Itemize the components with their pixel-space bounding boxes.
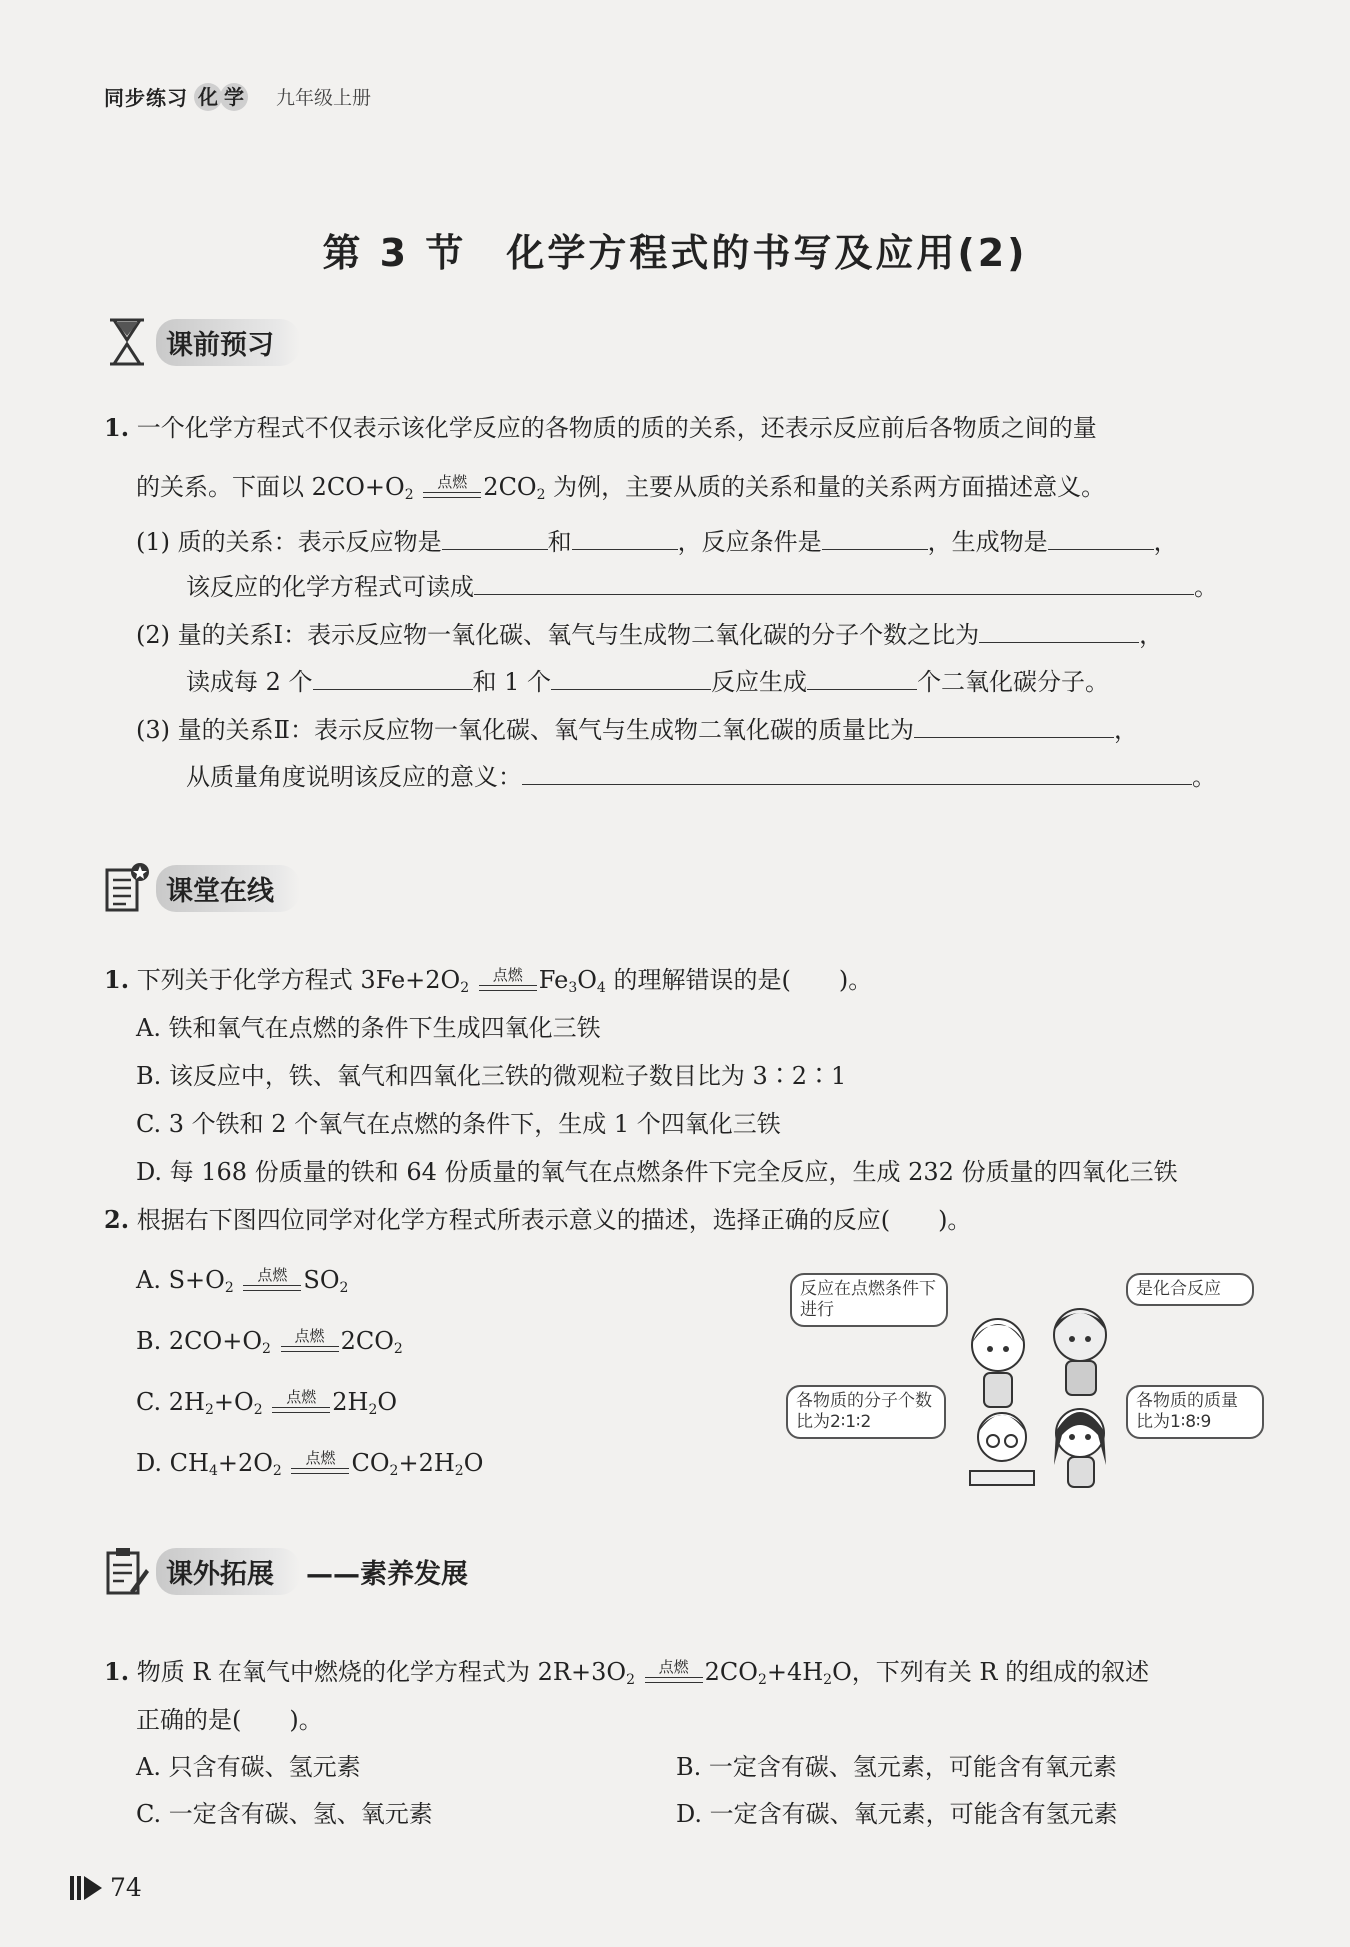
subquestion-number: (1)	[136, 528, 170, 556]
answer-blank[interactable]	[313, 667, 473, 690]
section-title: 化学方程式的书写及应用(2)	[506, 231, 1028, 275]
equation-arrow	[281, 1328, 339, 1352]
question-text-line: 的关系。下面以 $2CO+O_2$ 点燃 $2CO_2$ 为例，主要从质的关系和量的关系两方面描述意义。	[136, 473, 1106, 503]
subquestion-text: ，	[1153, 528, 1178, 556]
subquestion-text: ，	[1113, 716, 1138, 744]
subquestion-2-line2	[186, 667, 1109, 697]
page-title	[0, 222, 1350, 277]
question-number: 2.	[104, 1205, 130, 1234]
classroom-q1: 1. 下列关于化学方程式 $3Fe+2O_2$ 点燃 $Fe_3O_4$ 的理解错误的是( )。	[104, 965, 873, 996]
option[interactable]: C. 一定含有碳、氢、氧元素	[136, 1800, 433, 1828]
equation-arrow	[479, 967, 537, 991]
question-number: 1.	[104, 1657, 130, 1686]
subquestion-text: 和 1 个	[472, 668, 552, 696]
subquestion-text: ，生成物是	[927, 528, 1048, 556]
equation-product: O	[463, 1449, 484, 1477]
section-heading-classroom	[104, 862, 300, 914]
equation-arrow	[291, 1450, 349, 1474]
subquestion-text: 个二氧化碳分子。	[917, 668, 1110, 696]
option-text: A. S+O	[136, 1266, 225, 1294]
subquestion-text: 从质量角度说明该反应的意义：	[186, 763, 522, 791]
question-text: 一个化学方程式不仅表示该化学反应的各物质的质的关系，还表示反应前后各物质之间的量	[136, 414, 1097, 442]
answer-blank[interactable]	[442, 527, 548, 550]
condition-label: 点燃	[658, 1658, 689, 1676]
option[interactable]: B. 该反应中，铁、氧气和四氧化三铁的微观粒子数目比为 3∶2∶1	[136, 1062, 847, 1090]
subquestion-text: 读成每 2 个	[186, 668, 313, 696]
page-footer	[70, 1873, 142, 1902]
section-sublabel: ——素养发展	[306, 1558, 468, 1590]
play-arrow-icon	[70, 1876, 102, 1900]
subquestion-text: 反应生成	[711, 668, 808, 696]
subquestion-text: 量的关系Ⅰ：表示反应物一氧化碳、氧气与生成物二氧化碳的分子个数之比为	[177, 621, 980, 649]
answer-blank[interactable]	[807, 667, 917, 690]
section-heading-extension	[104, 1545, 468, 1597]
answer-blank[interactable]	[1048, 527, 1154, 550]
option-text: +2O	[217, 1449, 273, 1477]
subquestion-1-line2	[186, 572, 1218, 602]
equation-arrow	[272, 1389, 330, 1413]
condition-label: 点燃	[492, 966, 523, 984]
equation-product: +2H	[398, 1449, 455, 1477]
classroom-q2	[104, 1205, 971, 1235]
section-heading-preview	[104, 316, 300, 368]
answer-blank[interactable]	[979, 620, 1139, 643]
section-label: 课堂在线	[156, 865, 300, 912]
series-name: 同步练习	[104, 86, 188, 110]
equation-product: SO	[303, 1266, 340, 1294]
section-number: 第 3 节	[322, 231, 467, 275]
subquestion-3	[136, 715, 1138, 745]
extension-q1: 1. 物质 R 在氧气中燃烧的化学方程式为 $2R+3O_2$ 点燃 $2CO_2+4H_2O$，下列有关 R 的组成的叙述	[104, 1657, 1150, 1688]
answer-blank[interactable]	[572, 527, 678, 550]
answer-blank[interactable]	[551, 667, 711, 690]
section-label: 课前预习	[156, 319, 300, 366]
question-text: 的理解错误的是( )。	[613, 966, 873, 994]
equation-arrow	[423, 474, 481, 498]
subquestion-1	[136, 527, 1178, 557]
condition-label: 点燃	[437, 473, 468, 491]
question-text: 下列关于化学方程式 3Fe+2O	[136, 966, 461, 994]
subquestion-number: (3)	[136, 716, 170, 744]
option[interactable]: C. 3 个铁和 2 个氧气在点燃的条件下，生成 1 个四氧化三铁	[136, 1110, 781, 1138]
option-text: D. CH	[136, 1449, 209, 1477]
equation-product: 2CO	[483, 473, 537, 501]
notebook-star-icon	[104, 862, 150, 914]
option[interactable]: C. $2H_2+O_2$ 点燃 $2H_2O$	[136, 1388, 398, 1418]
subquestion-3-line2	[186, 762, 1216, 792]
subquestion-text: 量的关系Ⅱ：表示反应物一氧化碳、氧气与生成物二氧化碳的质量比为	[177, 716, 914, 744]
equation-product: 2H	[332, 1388, 369, 1416]
answer-blank[interactable]	[822, 527, 928, 550]
subquestion-text: 。	[1192, 763, 1216, 791]
hourglass-icon	[104, 316, 150, 368]
option[interactable]: D. $CH_4+2O_2$ 点燃 $CO_2+2H_2O$	[136, 1449, 484, 1479]
condition-label: 点燃	[305, 1449, 336, 1467]
speech-bubble: 各物质的质量比为1∶8∶9	[1126, 1385, 1264, 1439]
subquestion-text: ，	[1139, 621, 1164, 649]
grade-label: 九年级上册	[276, 87, 372, 109]
question-text: 物质 R 在氧气中燃烧的化学方程式为 2R+3O	[136, 1658, 627, 1686]
equation-product: 2CO	[340, 1327, 394, 1355]
question-text: O，下列有关 R 的组成的叙述	[832, 1658, 1150, 1686]
equation-product: CO	[351, 1449, 390, 1477]
subquestion-number: (2)	[136, 621, 170, 649]
equation-product: +4H	[766, 1658, 824, 1686]
option-text: +O	[213, 1388, 254, 1416]
condition-label: 点燃	[286, 1388, 317, 1406]
question-text: 根据右下图四位同学对化学方程式所表示意义的描述，选择正确的反应( )。	[136, 1206, 972, 1234]
condition-label: 点燃	[294, 1327, 325, 1345]
answer-blank[interactable]	[914, 715, 1114, 738]
speech-bubble: 是化合反应	[1126, 1273, 1254, 1306]
option[interactable]: A. $S+O_2$ 点燃 $SO_2$	[136, 1266, 349, 1296]
section-label: 课外拓展	[156, 1548, 300, 1595]
subquestion-text: 质的关系：表示反应物是	[177, 528, 442, 556]
question-number: 1.	[104, 413, 130, 442]
equation-reactants: 的关系。下面以 2CO+O	[136, 473, 405, 501]
question-text: 为例，主要从质的关系和量的关系两方面描述意义。	[553, 473, 1106, 501]
option-text: B. 2CO+O	[136, 1327, 262, 1355]
question-number: 1.	[104, 965, 130, 994]
equation-arrow	[243, 1267, 301, 1291]
answer-blank[interactable]	[522, 762, 1192, 785]
equation-product: 2CO	[704, 1658, 758, 1686]
subquestion-text: 。	[1194, 573, 1218, 601]
option-text: C. 2H	[136, 1388, 205, 1416]
subject-char: 化	[194, 83, 222, 111]
speech-bubble: 各物质的分子个数比为2∶1∶2	[786, 1385, 946, 1439]
page-number: 74	[110, 1873, 142, 1902]
answer-blank[interactable]	[474, 572, 1194, 595]
option[interactable]: D. 一定含有碳、氧元素，可能含有氢元素	[676, 1800, 1118, 1828]
subquestion-text: 该反应的化学方程式可读成	[186, 573, 474, 601]
students-illustration	[780, 1265, 1270, 1495]
question-text: 正确的是( )。	[136, 1706, 323, 1734]
subject-badge	[194, 83, 246, 111]
subquestion-text: 和	[547, 528, 572, 556]
clipboard-pencil-icon	[104, 1545, 150, 1597]
equation-product: Fe	[538, 966, 569, 994]
option[interactable]: B. 一定含有碳、氢元素，可能含有氧元素	[676, 1753, 1117, 1781]
option[interactable]: A. 铁和氧气在点燃的条件下生成四氧化三铁	[136, 1014, 601, 1042]
subquestion-2	[136, 620, 1163, 650]
option[interactable]: D. 每 168 份质量的铁和 64 份质量的氧气在点燃条件下完全反应，生成 232 份质量的四氧化三铁	[136, 1158, 1178, 1186]
option[interactable]: B. $2CO+O_2$ 点燃 $2CO_2$	[136, 1327, 403, 1357]
speech-bubble: 反应在点燃条件下进行	[790, 1273, 948, 1327]
equation-arrow	[645, 1659, 703, 1683]
subquestion-text: ，反应条件是	[677, 528, 822, 556]
running-header	[104, 82, 371, 111]
equation-product: O	[377, 1388, 398, 1416]
subject-char: 学	[220, 83, 248, 111]
option[interactable]: A. 只含有碳、氢元素	[136, 1753, 361, 1781]
condition-label: 点燃	[257, 1266, 288, 1284]
